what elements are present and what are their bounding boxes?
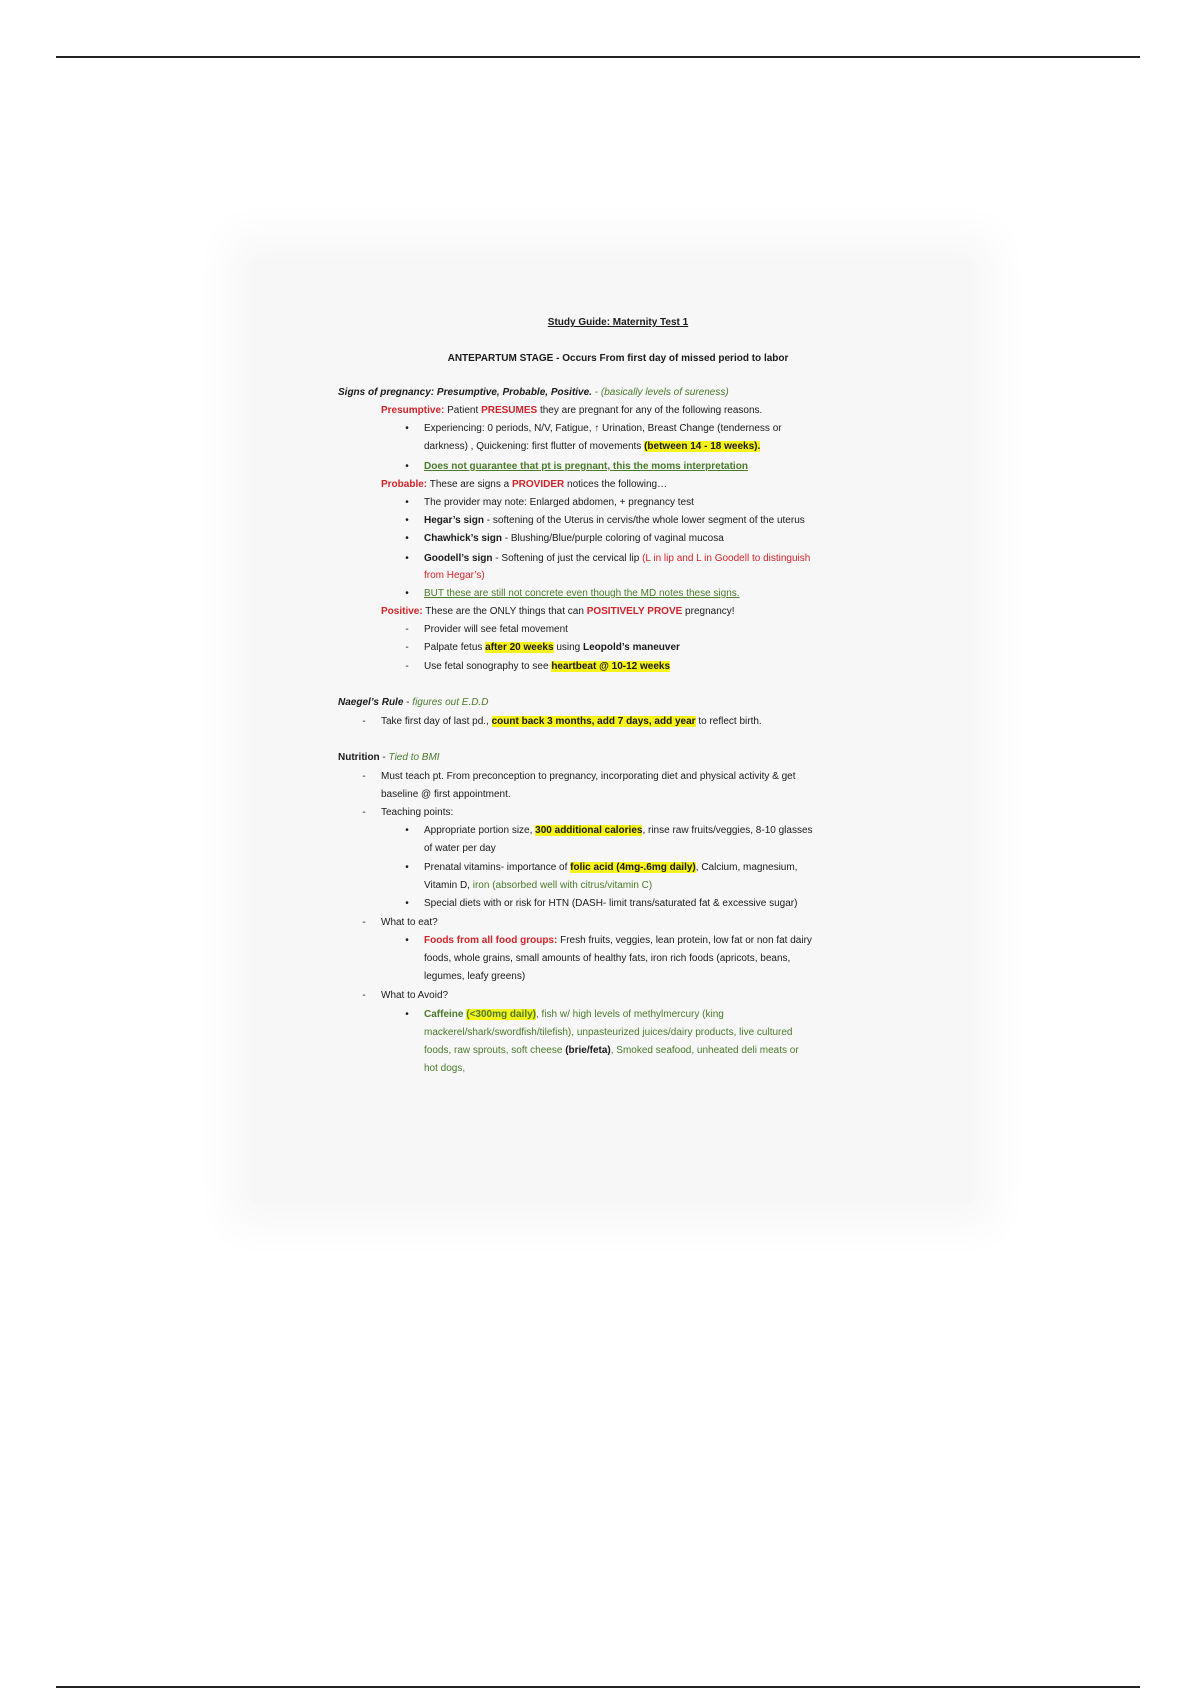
bullet: • (405, 898, 409, 909)
bullet: • (405, 497, 409, 508)
list-item: Palpate fetus after 20 weeks using Leopold’s maneuver (424, 642, 680, 653)
bullet: - (362, 716, 366, 727)
bullet: • (405, 533, 409, 544)
doc-title: Study Guide: Maternity Test 1 (547, 317, 689, 328)
bullet: • (405, 461, 409, 472)
footer-rule (56, 1686, 1140, 1688)
list-item: Hegar’s sign - softening of the Uterus in cervis/the whole lower segment of the uterus (424, 515, 805, 526)
list-item-cont: mackerel/shark/swordfish/tilefish), unpasteurized juices/dairy products, live cultured (424, 1027, 793, 1038)
list-item-cont: hot dogs, (424, 1063, 466, 1074)
bullet: - (362, 771, 366, 782)
bullet: - (362, 807, 366, 818)
bullet: • (405, 1009, 409, 1020)
list-item: Take first day of last pd., count back 3 months, add 7 days, add year to reflect birth. (381, 716, 762, 727)
list-item-cont: baseline @ first appointment. (381, 789, 511, 800)
list-item: The provider may note: Enlarged abdomen, + pregnancy test (424, 497, 694, 508)
teaching-points-label: Teaching points: (381, 807, 454, 818)
bullet: • (405, 935, 409, 946)
positive-line: Positive: These are the ONLY things that can POSITIVELY PROVE pregnancy! (381, 606, 735, 617)
list-item: BUT these are still not concrete even though the MD notes these signs. (424, 588, 740, 599)
list-item: Use fetal sonography to see heartbeat @ 10-12 weeks (424, 661, 671, 672)
doc-subtitle: ANTEPARTUM STAGE - Occurs From first day of missed period to labor (447, 353, 789, 364)
nutrition-heading: Nutrition - Tied to BMI (338, 752, 440, 763)
probable-line: Probable: These are signs a PROVIDER notices the following… (381, 479, 668, 490)
bullet: - (362, 917, 366, 928)
bullet: - (362, 990, 366, 1001)
list-item: Experiencing: 0 periods, N/V, Fatigue, ↑ Urination, Breast Change (tenderness or (424, 423, 782, 434)
list-item: Special diets with or risk for HTN (DASH- limit trans/saturated fat & excessive sugar) (424, 898, 798, 909)
what-to-eat-label: What to eat? (381, 917, 438, 928)
presumptive-line: Presumptive: Patient PRESUMES they are pregnant for any of the following reasons. (381, 405, 763, 416)
bullet: - (405, 661, 409, 672)
header-rule (56, 56, 1140, 58)
list-item-cont: foods, raw sprouts, soft cheese (brie/feta), Smoked seafood, unheated deli meats or (424, 1045, 799, 1056)
bullet: • (405, 423, 409, 434)
list-item: Prenatal vitamins- importance of folic acid (4mg-.6mg daily), Calcium, magnesium, (424, 862, 798, 873)
list-item-cont: legumes, leafy greens) (424, 971, 526, 982)
list-item-cont: foods, whole grains, small amounts of healthy fats, iron rich foods (apricots, beans, (424, 953, 791, 964)
bullet: • (405, 862, 409, 873)
what-to-avoid-label: What to Avoid? (381, 990, 449, 1001)
list-item: Appropriate portion size, 300 additional calories, rinse raw fruits/veggies, 8-10 glasses (424, 825, 813, 836)
list-item-cont: darkness) , Quickening: first flutter of movements (between 14 - 18 weeks). (424, 441, 761, 452)
list-item: Goodell’s sign - Softening of just the cervical lip (L in lip and L in Goodell to distinguish (424, 553, 811, 564)
bullet: - (405, 642, 409, 653)
list-item-cont: Vitamin D, iron (absorbed well with citrus/vitamin C) (424, 880, 653, 891)
signs-heading: Signs of pregnancy: Presumptive, Probable, Positive. - (basically levels of sureness) (338, 387, 729, 398)
document-page (252, 258, 972, 1203)
list-item-cont: of water per day (424, 843, 496, 854)
list-item: Caffeine (<300mg daily), fish w/ high levels of methylmercury (king (424, 1009, 724, 1020)
naegel-heading: Naegel’s Rule - figures out E.D.D (338, 697, 489, 708)
list-item-cont: from Hegar’s) (424, 570, 485, 581)
list-item: Provider will see fetal movement (424, 624, 568, 635)
bullet: - (405, 624, 409, 635)
bullet: • (405, 515, 409, 526)
list-item: Must teach pt. From preconception to pregnancy, incorporating diet and physical activity & get (381, 771, 796, 782)
list-item: Foods from all food groups: Fresh fruits, veggies, lean protein, low fat or non fat dairy (424, 935, 812, 946)
list-item: Does not guarantee that pt is pregnant, this the moms interpretation (424, 461, 748, 472)
bullet: • (405, 553, 409, 564)
bullet: • (405, 588, 409, 599)
bullet: • (405, 825, 409, 836)
list-item: Chawhick’s sign - Blushing/Blue/purple coloring of vaginal mucosa (424, 533, 724, 544)
